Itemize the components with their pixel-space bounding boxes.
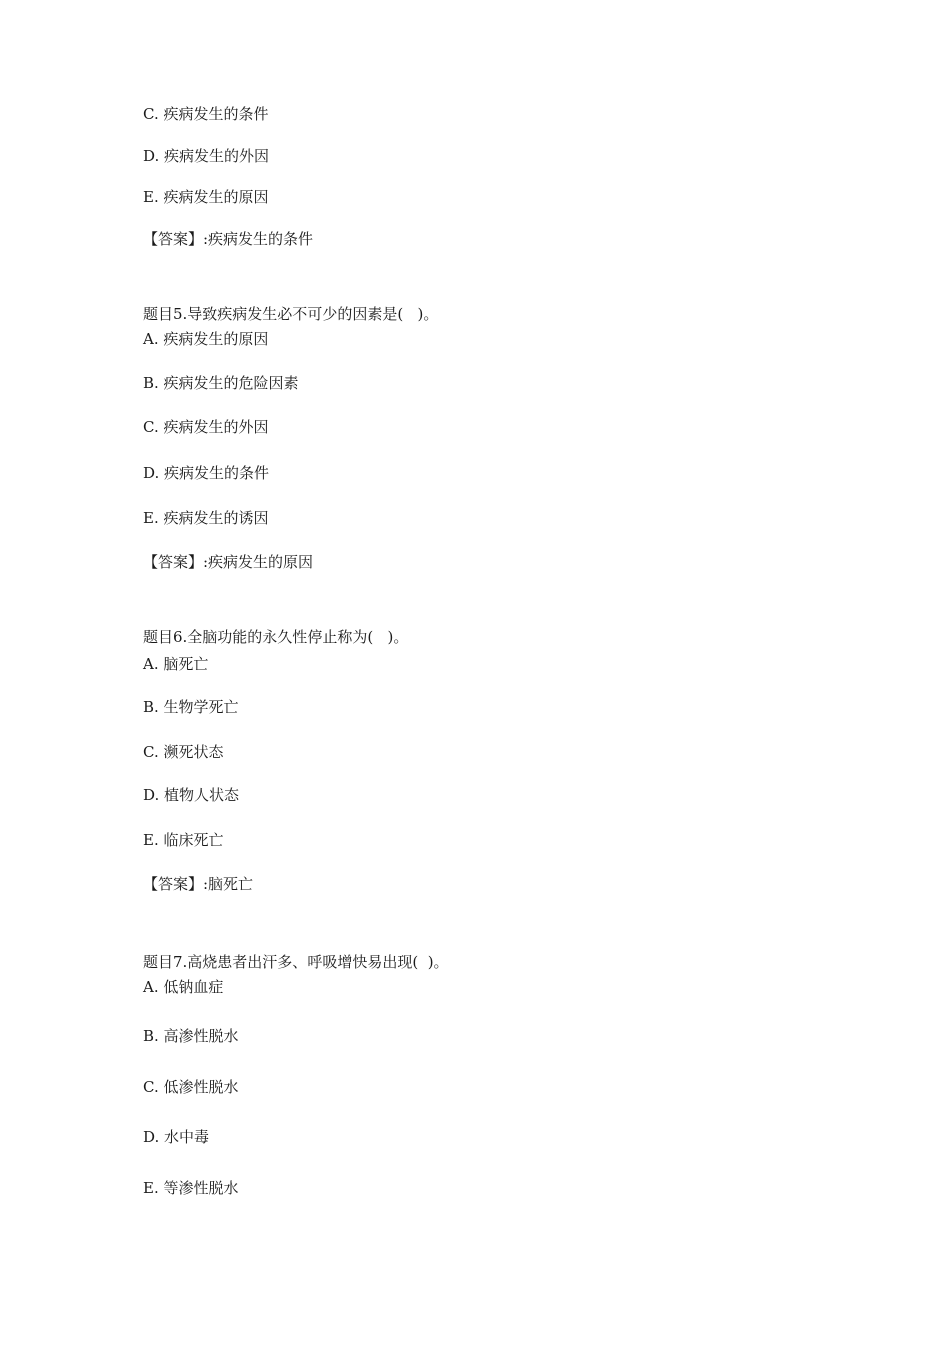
option-d: D. 水中毒 xyxy=(143,1128,210,1146)
option-c: C. 低渗性脱水 xyxy=(143,1078,239,1096)
answer-line: 【答案】:疾病发生的条件 xyxy=(143,230,314,248)
option-b: B. 疾病发生的危险因素 xyxy=(143,374,299,392)
option-d: D. 疾病发生的外因 xyxy=(143,147,270,165)
option-d: D. 植物人状态 xyxy=(143,786,240,804)
option-e: E. 疾病发生的原因 xyxy=(143,188,269,206)
option-e: E. 疾病发生的诱因 xyxy=(143,509,269,527)
question-stem: 题目6.全脑功能的永久性停止称为( )。 xyxy=(143,628,409,646)
option-c: C. 疾病发生的外因 xyxy=(143,418,269,436)
option-a: A. 低钠血症 xyxy=(143,978,224,996)
question-stem: 题目5.导致疾病发生必不可少的因素是( )。 xyxy=(143,305,439,323)
option-b: B. 高渗性脱水 xyxy=(143,1027,239,1045)
option-e: E. 等渗性脱水 xyxy=(143,1179,239,1197)
option-b: B. 生物学死亡 xyxy=(143,698,239,716)
option-a: A. 疾病发生的原因 xyxy=(143,330,269,348)
option-c: C. 濒死状态 xyxy=(143,743,224,761)
option-c: C. 疾病发生的条件 xyxy=(143,105,269,123)
question-stem: 题目7.高烧患者出汗多、呼吸增快易出现( )。 xyxy=(143,953,449,971)
option-d: D. 疾病发生的条件 xyxy=(143,464,270,482)
option-e: E. 临床死亡 xyxy=(143,831,224,849)
option-a: A. 脑死亡 xyxy=(143,655,209,673)
answer-line: 【答案】:疾病发生的原因 xyxy=(143,553,314,571)
answer-line: 【答案】:脑死亡 xyxy=(143,875,254,893)
